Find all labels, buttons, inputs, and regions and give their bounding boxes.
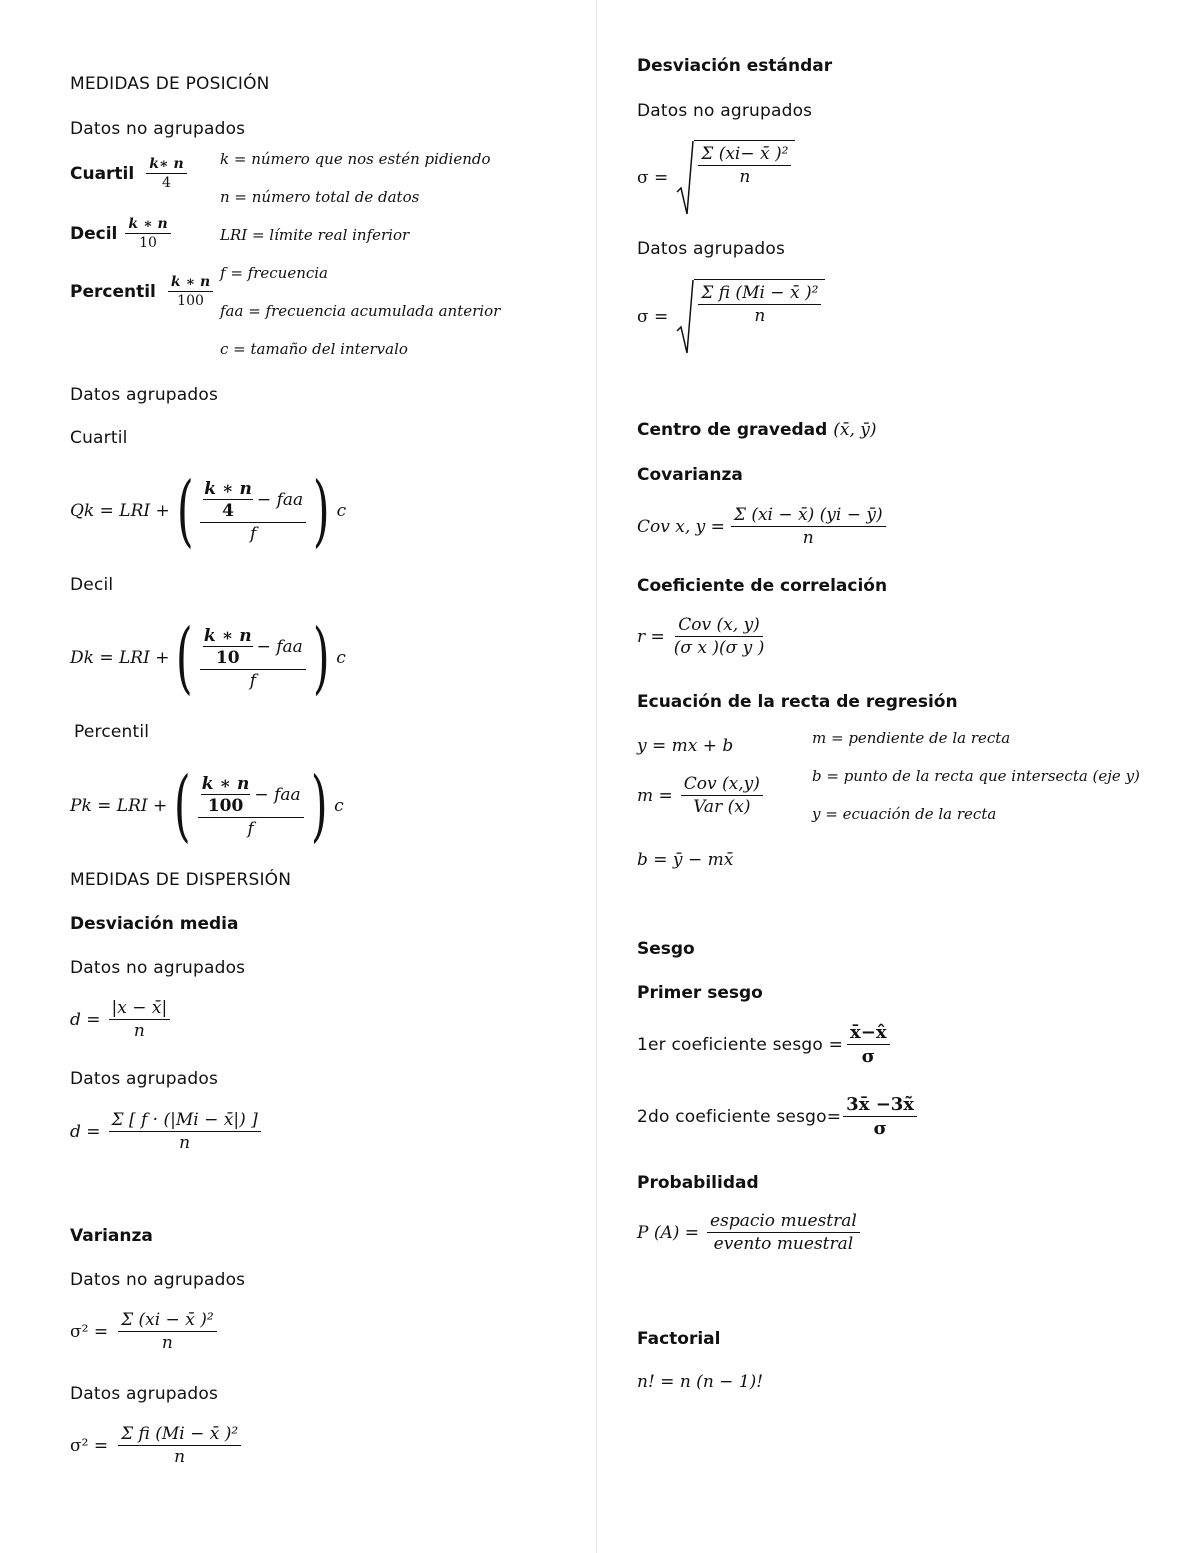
ds2-radical-sign [676,279,694,355]
dk-c: c [336,648,346,668]
r-num: Cov (x, y) [675,615,763,637]
qk-c: c [336,501,347,521]
cov-formula [637,505,886,548]
dm1-den: n [133,1021,145,1041]
dm1-lhs: d = [70,1009,101,1030]
coef1-label: 1er coeficiente sesgo = [637,1034,844,1055]
cov-lhs: Cov x, y = [637,516,725,537]
pk-inner-den: 100 [207,795,244,816]
ds2-den: n [754,306,766,326]
label-ds-agrupados: Datos agrupados [637,239,786,259]
decil-formula [70,216,171,251]
coef1-den: σ [861,1046,875,1067]
label-var-no-agrupados: Datos no agrupados [70,1270,246,1290]
qk-inner-den: 4 [222,500,234,521]
qk-minus-faa: − faa [256,489,304,510]
coef2-num: 3x̄ −3x̃ [843,1094,917,1117]
r-lhs: r = [637,626,665,647]
coef1-num: x̄−x̂ [847,1022,890,1045]
legend-lri: LRI = límite real inferior [220,226,410,244]
heading-primer-sesgo: Primer sesgo [637,983,763,1003]
percentil-numerator: k ∗ n [168,274,213,292]
decil-fraction [125,216,170,251]
dk-minus-faa: − faa [256,636,303,657]
b-equation: b = ȳ − mx̄ [637,850,734,870]
decil-label: Decil [70,223,118,244]
legend-b: b = punto de la recta que intersecta (eje y) [812,767,1140,785]
heading-medidas-posicion: MEDIDAS DE POSICIÓN [70,74,270,94]
cuartil-fraction [146,156,186,191]
coef1-formula [637,1022,890,1067]
dk-inner-den: 10 [215,647,240,668]
heading-desviacion-estandar: Desviación estándar [637,56,833,76]
ds2-lhs: σ = [637,307,669,327]
dk-inner-num: k ∗ n [203,625,252,646]
percentil-formula [70,274,213,309]
heading-covarianza: Covarianza [637,465,743,485]
coef2-fraction [843,1094,917,1139]
heading-decil: Decil [70,575,114,595]
qk-inner-num: k ∗ n [204,478,252,499]
cuartil-denominator: 4 [161,175,171,191]
centro-gravedad-symbol: (x̄, ȳ) [833,420,877,440]
ds1-radical-sign [676,140,694,216]
cuartil-numerator: k∗ n [146,156,186,174]
pa-fraction [707,1211,860,1254]
cov-den: n [802,528,814,548]
percentil-fraction [168,274,213,309]
pk-c: c [334,796,344,816]
pa-num: espacio muestral [707,1211,860,1233]
ds2-sqrt [676,279,825,355]
r-den: (σ x )(σ y ) [673,638,765,658]
cov-num: Σ (xi − x̄) (yi − ȳ) [731,505,886,527]
heading-factorial: Factorial [637,1329,721,1349]
m-den: Var (x) [693,797,751,817]
pk-lhs: Pk = LRI + [70,796,168,816]
var2-formula [70,1424,241,1467]
pk-outer-fraction [198,774,304,839]
qk-right-paren: ) [312,466,330,556]
legend-f: f = frecuencia [220,264,328,282]
coef2-den: σ [873,1118,887,1139]
legend-c: c = tamaño del intervalo [220,340,408,358]
dk-right-paren: ) [312,613,330,703]
m-lhs: m = [637,785,673,806]
dk-f: f [249,670,256,691]
pa-formula [637,1211,860,1254]
var2-den: n [174,1447,186,1467]
label-dm-agrupados: Datos agrupados [70,1069,219,1089]
label-datos-no-agrupados: Datos no agrupados [70,119,246,139]
ds2-formula [637,279,825,355]
heading-percentil: Percentil [74,722,150,742]
r-fraction [671,615,768,658]
pk-inner-num: k ∗ n [201,773,250,794]
ds2-num: Σ fi (Mi − x̄ )² [698,283,821,305]
pk-inner-fraction [201,774,251,816]
pk-f: f [247,818,254,839]
dm1-formula [70,998,170,1041]
ds1-num: Σ (xi− x̄ )² [698,144,791,166]
pa-lhs: P (A) = [637,1222,700,1243]
label-ds-no-agrupados: Datos no agrupados [637,101,813,121]
dk-outer-fraction [200,626,306,691]
pk-right-paren: ) [310,761,328,851]
centro-gravedad [637,420,877,440]
m-formula [637,774,763,817]
dk-formula [70,613,346,703]
decil-numerator: k ∗ n [125,216,170,234]
dm2-lhs: d = [70,1121,101,1142]
cuartil-label: Cuartil [70,163,135,184]
y-equation: y = mx + b [637,736,734,756]
r-formula [637,615,767,658]
var1-num: Σ (xi − x̄ )² [118,1310,217,1332]
dm1-num: |x − x̄| [109,998,171,1020]
ds1-den: n [739,167,751,187]
ds1-formula [637,140,795,216]
heading-sesgo: Sesgo [637,939,695,959]
ds1-sqrt [676,140,795,216]
qk-inner-fraction [203,479,253,521]
dk-left-paren: ( [176,613,194,703]
legend-n: n = número total de datos [220,188,420,206]
pa-den: evento muestral [713,1234,854,1254]
var1-lhs: σ² = [70,1321,109,1342]
var2-fraction [118,1424,241,1467]
label-datos-agrupados: Datos agrupados [70,385,219,405]
var2-num: Σ fi (Mi − x̄ )² [118,1424,241,1446]
heading-ecuacion-recta: Ecuación de la recta de regresión [637,692,958,712]
qk-f: f [250,523,257,544]
legend-y: y = ecuación de la recta [812,805,997,823]
dm1-fraction [109,998,171,1041]
var1-fraction [118,1310,217,1353]
coef2-label: 2do coeficiente sesgo= [637,1106,842,1127]
ds1-lhs: σ = [637,168,669,188]
legend-k: k = número que nos estén pidiendo [220,150,491,168]
pk-left-paren: ( [174,761,191,851]
pk-minus-faa: − faa [254,784,301,805]
var1-den: n [161,1333,173,1353]
percentil-label: Percentil [70,281,156,302]
heading-cuartil: Cuartil [70,428,128,448]
heading-probabilidad: Probabilidad [637,1173,759,1193]
dm2-fraction [109,1110,261,1153]
dk-lhs: Dk = LRI + [70,648,170,668]
heading-coef-correlacion: Coeficiente de correlación [637,576,888,596]
label-var-agrupados: Datos agrupados [70,1384,219,1404]
m-fraction [681,774,763,817]
qk-formula [70,466,347,556]
qk-outer-fraction [200,479,306,544]
pk-formula [70,761,344,851]
cuartil-formula [70,156,187,191]
dm2-formula [70,1110,261,1153]
qk-left-paren: ( [176,466,194,556]
heading-medidas-dispersion: MEDIDAS DE DISPERSIÓN [70,870,292,890]
column-divider [596,0,597,1553]
dm2-den: n [179,1133,191,1153]
legend-faa: faa = frecuencia acumulada anterior [220,302,501,320]
m-num: Cov (x,y) [681,774,763,796]
percentil-denominator: 100 [177,293,204,309]
cov-fraction [731,505,886,548]
decil-denominator: 10 [139,235,157,251]
coef2-formula [637,1094,917,1139]
heading-desviacion-media: Desviación media [70,914,239,934]
label-dm-no-agrupados: Datos no agrupados [70,958,246,978]
dm2-num: Σ [ f · (|Mi − x̄|) ] [109,1110,261,1132]
heading-varianza: Varianza [70,1226,153,1246]
var2-lhs: σ² = [70,1435,109,1456]
qk-lhs: Qk = LRI + [70,501,170,521]
coef1-fraction [847,1022,890,1067]
dk-inner-fraction [203,626,253,668]
heading-centro-gravedad: Centro de gravedad [637,420,828,440]
var1-formula [70,1310,217,1353]
legend-m: m = pendiente de la recta [812,729,1011,747]
factorial-equation: n! = n (n − 1)! [637,1372,764,1392]
